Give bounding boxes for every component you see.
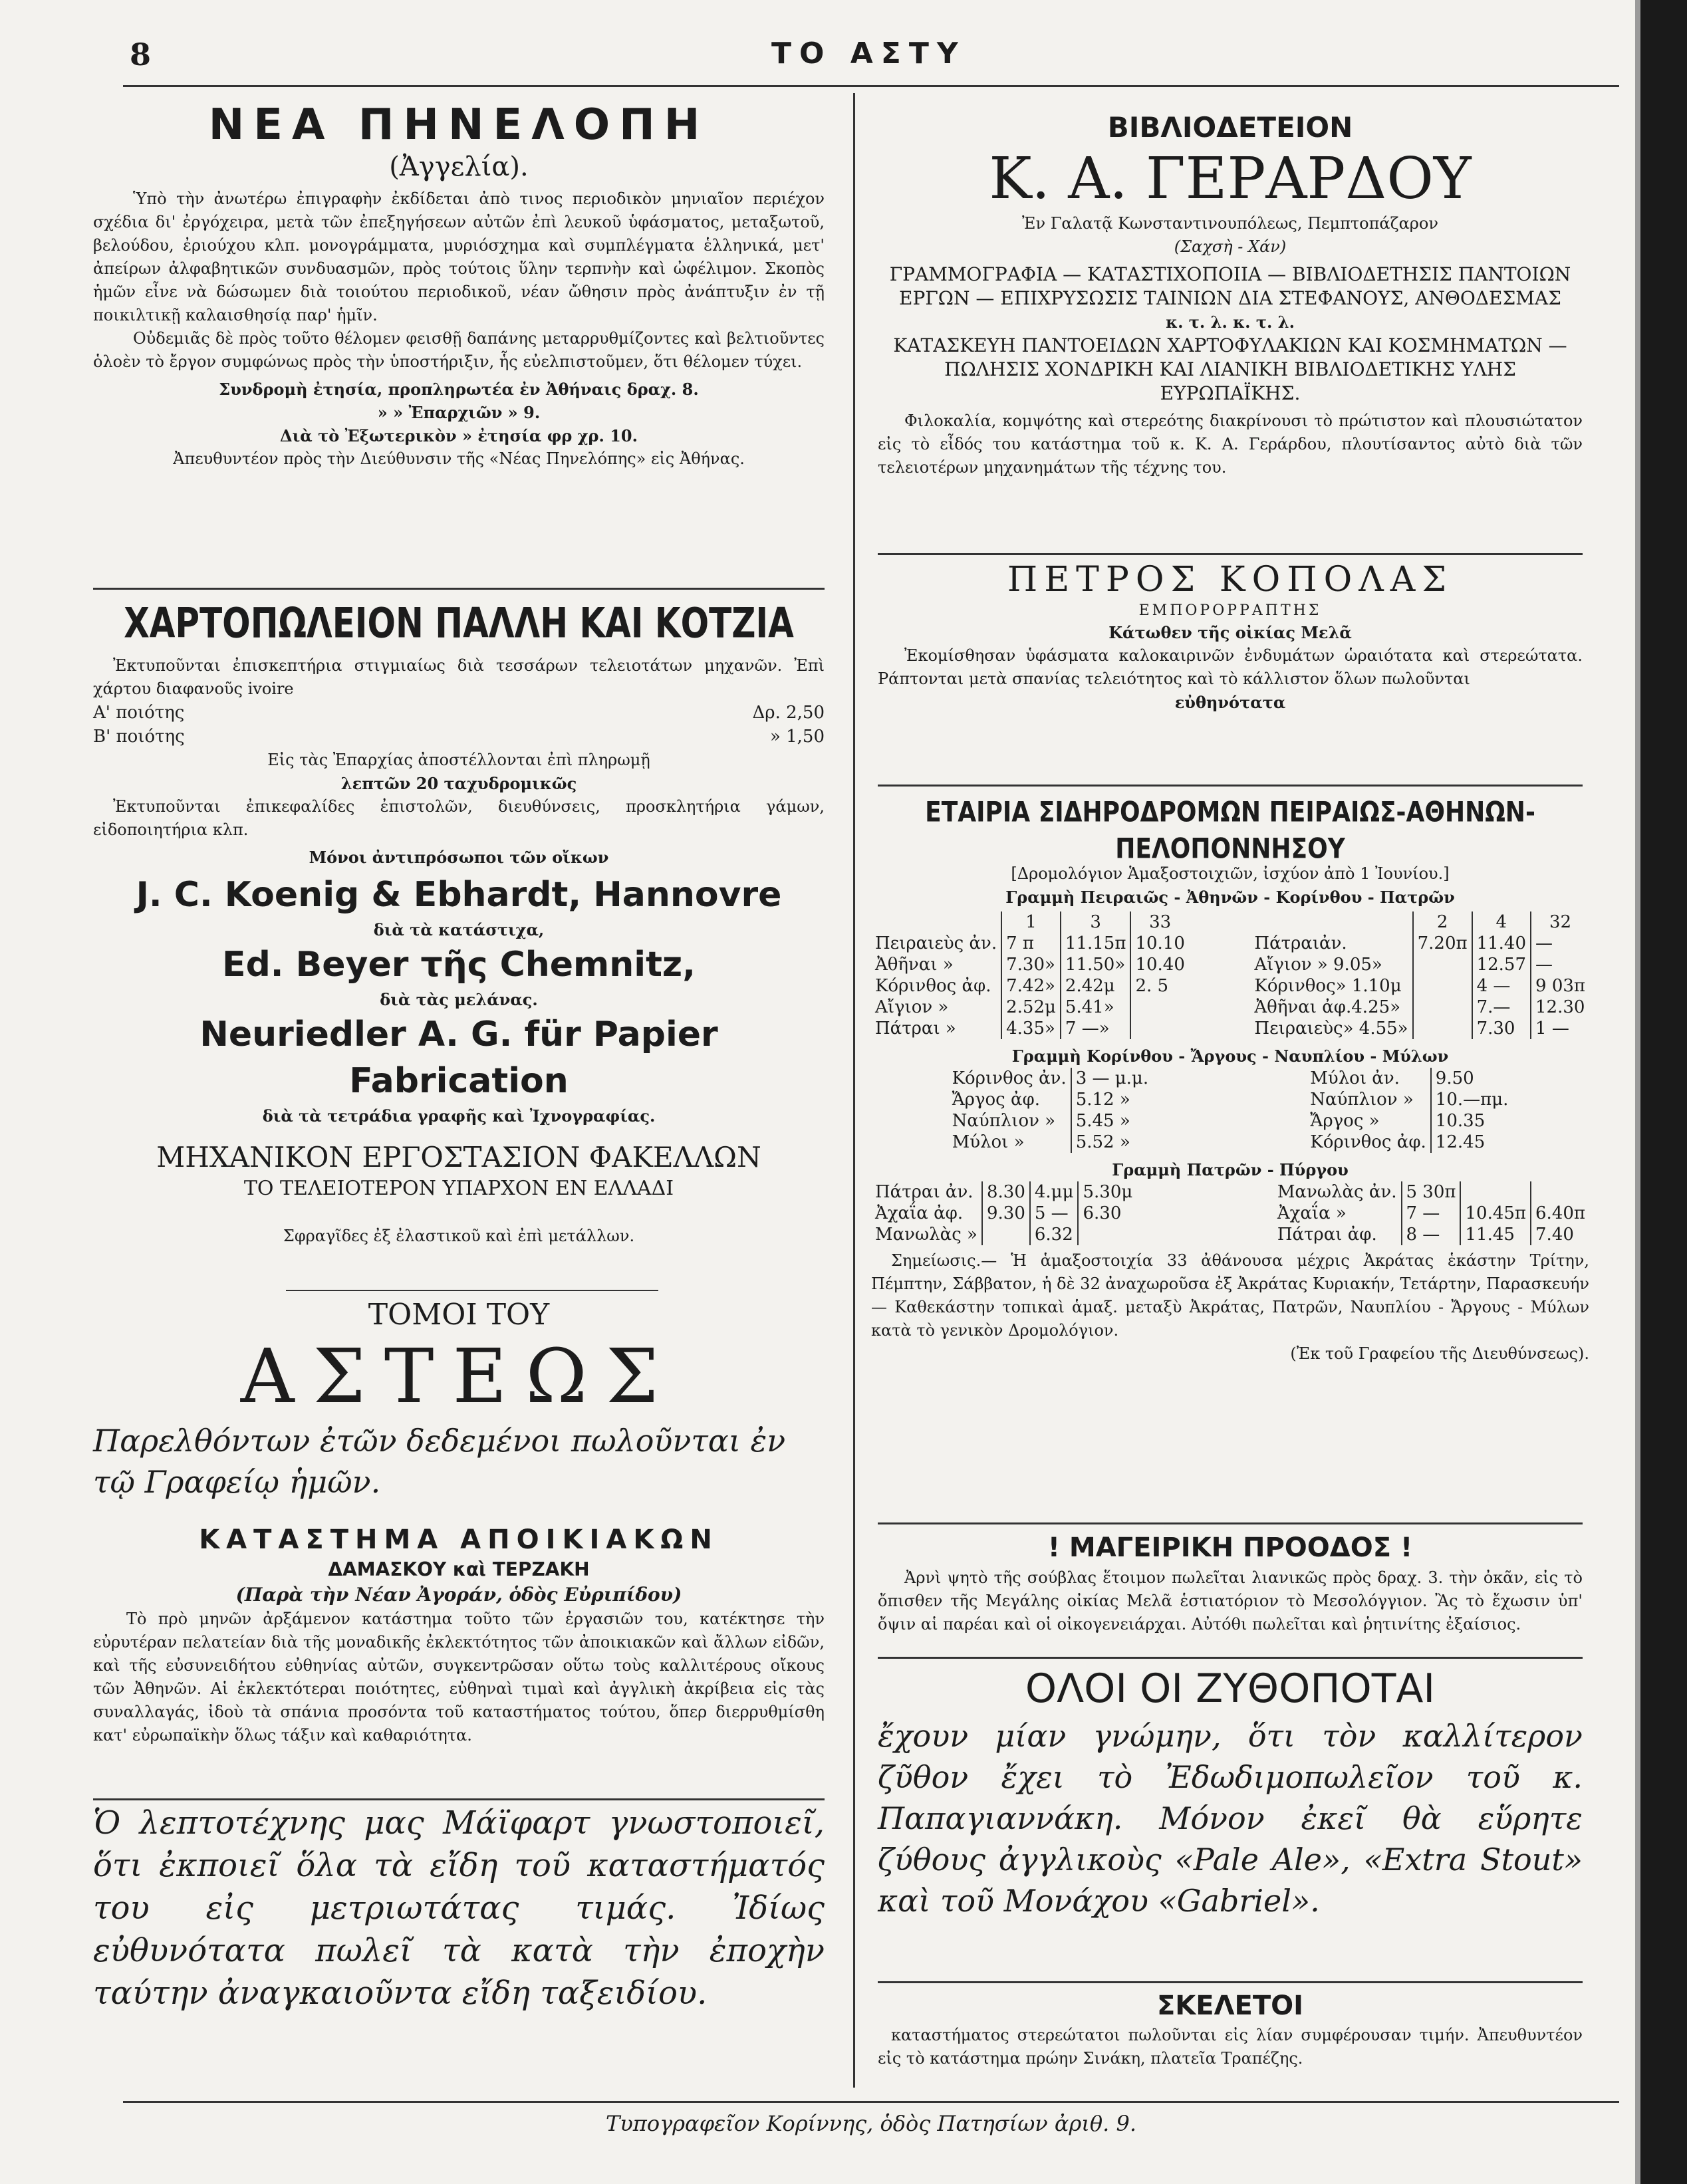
rule-4: [878, 553, 1583, 555]
line1-ret-row: [1250, 954, 1589, 975]
line2-ret-cell: Κόρινθος ἀφ.: [1310, 1132, 1426, 1152]
line1-out-cell: Ἀθῆναι »: [875, 955, 954, 975]
line1-out-cell: 10.10: [1130, 933, 1188, 954]
railway-note: Σημείωσις.— Ἡ ἁμαξοστοιχία 33 ἀθάνουσα μέχρις Ἀκράτας ἑκάστην Τρίτην, Πέμπτην, Σάββατον, ἡ δὲ 32 ἀναχωροῦσα ἐξ Ἀκράτας Κυριακήν, Τετάρτην, Παρασκευήν — Καθεκάστην τοπικαὶ ἁμαξ. μεταξὺ Ἀκράτας, Πατρῶν, Ναυπλίου - Ἄργους - Μύλων κατὰ τὸ γενικὸν Δρομολόγιον.: [871, 1251, 1589, 1340]
line1-out-cell: 10.40: [1130, 954, 1188, 975]
colonial-body: Τὸ πρὸ μηνῶν ἀρξάμενον κατάστημα τοῦτο τῶν ἐργασιῶν του, κατέκτησε τὴν εὐρυτέραν πελατείαν διὰ τῆς μοναδικῆς ἐκλεκτότητος τῶν ἀποικιακῶν καὶ ἄλλων εἰδῶν, καὶ τῆς εὐσυνειδήτου εὐθηνίας αὐτῶν, συγκεντρῶσαν οὕτω τοὺς καλλιτέρους οἴκους τῶν Ἀθηνῶν. Αἱ ἐκλεκτότεραι ποιότητες, εὐθηναὶ τιμαὶ καὶ ἀγγλικὴ ἀκρίβεια εἰς τὰς συναλλαγάς, ἰδοὺ τὰ σπάνια προσόντα τοῦ καταστήματος τούτου, ὅπερ διερρυθμίσθη κατ' εὐρωπαϊκὴν ὅλως τάξιν καὶ καθαριότητα.: [93, 1610, 825, 1745]
line1-ret-row: [1250, 997, 1589, 1018]
penelope-subtitle: (Ἀγγελία).: [389, 152, 529, 182]
line2-ret-cell: Ναύπλιον »: [1310, 1090, 1414, 1110]
line3-ret-cell: [1531, 1181, 1589, 1203]
line1-ret-cell: 11.40: [1472, 933, 1531, 954]
line3-out-cell: Πάτραι ἀν.: [875, 1182, 973, 1202]
seals-note: Σφραγῖδες ἐξ ἐλαστικοῦ καὶ ἐπὶ μετάλλων.: [283, 1227, 635, 1245]
railway-line2-title: Γραμμὴ Κορίνθου - Ἄργους - Ναυπλίου - Μύλων: [1011, 1046, 1449, 1066]
line3-out-cell: 5.30μ: [1078, 1181, 1136, 1203]
rule-3: [93, 1798, 825, 1800]
beer-body: ἔχουν μίαν γνώμην, ὅτι τὸν καλλίτερον ζῦθον ἔχει τὸ Ἐδωδιμοπωλεῖον τοῦ κ. Παπαγιαννάκη. Μόνον ἐκεῖ θὰ εὕρητε ζύθους ἀγγλικοὺς «Pale Ale», «Extra Stout» καὶ τοῦ Μονάχου «Gabriel».: [878, 1718, 1583, 1919]
skeletons-title: ΣΚΕΛΕΤΟΙ: [1156, 1991, 1304, 2021]
ad-tomes: [93, 1296, 825, 1503]
line1-out-cell: 11.50»: [1061, 954, 1131, 975]
line3-out-cell: 9.30: [982, 1203, 1030, 1224]
penelope-body-2: Οὐδεμιᾶς δὲ πρὸς τοῦτο θέλομεν φεισθῇ δαπάνης μεταρρυθμίζοντες καὶ βελτιοῦντες ὁλοὲν τὸ ἔργον συμφώνως πρὸς τὴν ὑποστήριξιν, ἧς εὐελπιστοῦμεν, ὅτι θέλομεν τύχει.: [93, 329, 825, 371]
bindery-location: Ἐν Γαλατᾷ Κωνσταντινουπόλεως, Πεμπτοπάζαρον: [1022, 214, 1438, 233]
line1-ret-cell: 7.—: [1472, 997, 1531, 1018]
line1-out-row: [871, 933, 1189, 954]
provinces-note: Εἰς τὰς Ἐπαρχίας ἀποστέλλονται ἐπὶ πληρωμῇ: [267, 751, 650, 769]
ad-colonial-store: [93, 1522, 825, 1747]
line2-out-cell: 5.52 »: [1071, 1132, 1152, 1153]
railway-note-source: (Ἐκ τοῦ Γραφείου τῆς Διευθύνσεως).: [1290, 1344, 1589, 1363]
line1-out-cell: 7 π: [1001, 933, 1061, 954]
line2-out-cell: 5.45 »: [1071, 1110, 1152, 1132]
paper-intro: Ἐκτυποῦνται ἐπισκεπτήρια στιγμιαίως διὰ τεσσάρων τελειοτάτων μηχανῶν. Ἐπὶ χάρτου διαφανοῦς ivoire: [93, 656, 825, 698]
line3-out-cell: [982, 1224, 1030, 1245]
paper-shop-title: ΧΑΡΤΟΠΩΛΕΙΟΝ ΠΑΛΛΗ ΚΑΙ ΚΟΤΖΙΑ: [124, 598, 794, 648]
line1-out-row: [871, 1018, 1189, 1039]
line1-ret-cell: 32: [1531, 911, 1589, 933]
penelope-address: Ἀπευθυντέον πρὸς τὴν Διεύθυνσιν τῆς «Νέας Πηνελόπης» εἰς Ἀθήνας.: [173, 449, 745, 468]
line3-ret-cell: 5 30π: [1402, 1181, 1461, 1203]
line1-out-row: [871, 911, 1189, 933]
bindery-products: ΚΑΤΑΣΚΕΥΗ ΠΑΝΤΟΕΙΔΩΝ ΧΑΡΤΟΦΥΛΑΚΙΩΝ ΚΑΙ ΚΟΣΜΗΜΑΤΩΝ — ΠΩΛΗΣΙΣ ΧΟΝΔΡΙΚΗ ΚΑΙ ΛΙΑΝΙΚΗ ΒΙΒΛΙΟΔΕΤΙΚΗΣ ΥΛΗΣ ΕΥΡΩΠΑΪΚΗΣ.: [893, 334, 1567, 404]
line3-out-row: [871, 1203, 1136, 1224]
line1-out-cell: Αἴγιον »: [875, 997, 949, 1017]
line1-ret-cell: 4 —: [1472, 975, 1531, 997]
beer-title: ΟΛΟΙ ΟΙ ΖΥΘΟΠΟΤΑΙ: [1025, 1665, 1436, 1712]
ad-kopolas: [878, 558, 1583, 714]
scan-edge-shadow: [1635, 0, 1640, 2184]
firm-koenig: J. C. Koenig & Ebhardt, Hannovre: [136, 875, 782, 915]
tomes-text: Παρελθόντων ἐτῶν δεδεμένοι πωλοῦνται ἐν τῷ Γραφείῳ ἡμῶν.: [93, 1423, 786, 1500]
cooking-body: Ἀρνὶ ψητὸ τῆς σούβλας ἕτοιμον πωλεῖται λιανικῶς πρὸς δραχ. 3. τὴν ὀκᾶν, εἰς τὸ ὄπισθεν τῆς Μεγάλης οἰκίας Μελᾶ ἑστιατόριον τὸ Μεσολόγγιον. Ἂς τὸ ἔχωσιν ὑπ' ὄψιν αἱ παρέαι καὶ οἱ οἰκογενειάρχαι. Αὐτόθι πωλεῖται καὶ ῥητινίτης ἐξαίσιος.: [878, 1568, 1583, 1634]
rule-5: [878, 785, 1583, 787]
bindery-body: Φιλοκαλία, κομψότης καὶ στερεότης διακρίνουσι τὸ πρώτιστον καὶ πλουσιώτατον εἰς τὸ εἶδός του κατάστημα τοῦ κ. Κ. Α. Γεράρδου, πλουτίσαντος αὐτὸ διὰ τῶν τελειοτέρων μηχανημάτων τῆς τέχνης του.: [878, 412, 1583, 477]
footer-rule: [123, 2101, 1619, 2103]
railway-line3-title: Γραμμὴ Πατρῶν - Πύργου: [1112, 1160, 1349, 1179]
ad-skeletons: [878, 1988, 1583, 2070]
representatives-label: Μόνοι ἀντιπρόσωποι τῶν οἴκων: [309, 848, 609, 867]
line3-out-cell: 8.30: [982, 1181, 1030, 1203]
line2-out-cell: Ναύπλιον »: [952, 1111, 1056, 1131]
line1-out-cell: 3: [1061, 911, 1131, 933]
line1-out-cell: Πειραιεὺς ἀν.: [875, 933, 997, 953]
line3-ret-row: [1273, 1203, 1589, 1224]
bindery-label: ΒΙΒΛΙΟΔΕΤΕΙΟΝ: [1107, 111, 1353, 144]
railway-title: ΕΤΑΙΡΙΑ ΣΙΔΗΡΟΔΡΟΜΩΝ ΠΕΙΡΑΙΩΣ-ΑΘΗΝΩΝ-ΠΕΛΟΠΟΝΝΗΣΟΥ: [925, 796, 1535, 865]
bindery-services: ΓΡΑΜΜΟΓΡΑΦΙΑ — ΚΑΤΑΣΤΙΧΟΠΟΙΙΑ — ΒΙΒΛΙΟΔΕΤΗΣΙΣ ΠΑΝΤΟΙΩΝ ΕΡΓΩΝ — ΕΠΙΧΡΥΣΩΣΙΣ ΤΑΙΝΙΩΝ ΔΙΑ ΣΤΕΦΑΝΟΥΣ, ΑΝΘΟΔΕΣΜΑΣ: [889, 263, 1571, 309]
line1-out-cell: 11.15π: [1061, 933, 1131, 954]
ad-paper-shop: [93, 593, 825, 1248]
quality-b-price: » 1,50: [769, 727, 825, 747]
line3-ret-cell: [1460, 1181, 1531, 1203]
line1-ret-row: [1250, 1018, 1589, 1039]
bindery-etc: κ. τ. λ. κ. τ. λ.: [1166, 312, 1295, 332]
line1-ret-cell: Κόρινθος» 1.10μ: [1254, 976, 1402, 996]
kopolas-location: Κάτωθεν τῆς οἰκίας Μελᾶ: [1108, 623, 1352, 642]
quality-a-label: Α' ποιότης: [93, 703, 185, 723]
line1-ret-cell: 9 03π: [1531, 975, 1589, 997]
column-divider: [853, 93, 855, 2088]
line1-ret-cell: [1413, 1018, 1472, 1039]
quality-row-a: [93, 701, 825, 725]
line3-out-cell: Ἀχαΐα ἀφ.: [875, 1203, 964, 1223]
line2-out-row: [948, 1132, 1153, 1153]
ad-railway: [871, 794, 1589, 1366]
ad-beer: [878, 1662, 1583, 1921]
bindery-location-2: (Σαχσὴ - Χάν): [1174, 237, 1287, 256]
line1-out-cell: 4.35»: [1001, 1018, 1061, 1039]
ad-maifart: [93, 1802, 825, 2014]
penelope-title: ΝΕΑ ΠΗΝΕΛΟΠΗ: [208, 100, 710, 150]
line1-out-cell: 2. 5: [1130, 975, 1188, 997]
line2-out-cell: Μύλοι »: [952, 1132, 1025, 1152]
line2-out-row: [948, 1089, 1153, 1110]
railway-line2: [871, 1068, 1589, 1153]
envelope-factory: ΜΗΧΑΝΙΚΟΝ ΕΡΓΟΣΤΑΣΙΟΝ ΦΑΚΕΛΛΩΝ: [156, 1141, 761, 1173]
line2-ret-row: [1306, 1110, 1512, 1132]
line1-out-cell: 7.42»: [1001, 975, 1061, 997]
line3-ret-cell: 10.45π: [1460, 1203, 1531, 1224]
penelope-sub-athens: Συνδρομὴ ἐτησία, προπληρωτέα ἐν Ἀθήναις δραχ. 8.: [219, 380, 699, 399]
line1-ret-cell: Αἴγιον » 9.05»: [1254, 955, 1382, 975]
line2-ret-cell: 10.35: [1431, 1110, 1513, 1132]
line1-ret-cell: Πειραιεὺς» 4.55»: [1254, 1019, 1408, 1038]
line2-ret-cell: Ἄργος »: [1310, 1111, 1380, 1131]
line3-ret-cell: 7 —: [1402, 1203, 1461, 1224]
line3-ret-cell: Μανωλὰς ἀν.: [1277, 1182, 1397, 1202]
firm-neuriedler-note: διὰ τὰ τετράδια γραφῆς καὶ Ἰχνογραφίας.: [262, 1106, 656, 1126]
line1-out-cell: 7 —»: [1061, 1018, 1131, 1039]
line1-out-row: [871, 975, 1189, 997]
line1-out-cell: 33: [1130, 911, 1188, 933]
ad-cooking: [878, 1529, 1583, 1636]
firm-beyer-note: διὰ τὰς μελάνας.: [380, 990, 538, 1009]
cooking-title: ! ΜΑΓΕΙΡΙΚΗ ΠΡΟΟΔΟΣ !: [1047, 1532, 1413, 1563]
line1-out-cell: Κόρινθος ἀφ.: [875, 976, 991, 996]
line3-table-outbound: [871, 1181, 1136, 1245]
line1-out-cell: 1: [1001, 911, 1061, 933]
tomes-big: ΑΣΤΕΩΣ: [240, 1334, 678, 1420]
kopolas-tail: εὐθηνότατα: [1174, 693, 1286, 712]
railway-line1-title: Γραμμὴ Πειραιῶς - Ἀθηνῶν - Κορίνθου - Πατρῶν: [1005, 888, 1455, 907]
ad-bindery: [878, 110, 1583, 479]
rule-8: [878, 1981, 1583, 1983]
provinces-postage: λεπτῶν 20 ταχυδρομικῶς: [340, 774, 577, 793]
line1-ret-cell: —: [1531, 933, 1589, 954]
line3-ret-row: [1273, 1224, 1589, 1245]
line1-ret-cell: —: [1531, 954, 1589, 975]
penelope-sub-provinces: » » Ἐπαρχιῶν » 9.: [377, 403, 541, 422]
line1-ret-cell: [1413, 997, 1472, 1018]
line2-table-return: [1306, 1068, 1512, 1153]
printing-note: Ἐκτυποῦνται ἐπικεφαλίδες ἐπιστολῶν, διευθύνσεις, προσκλητήρια γάμων, εἰδοποιητήρια κλπ.: [93, 797, 825, 839]
newspaper-title: ΤΟ ΑΣΤΥ: [771, 37, 966, 70]
line2-ret-cell: Μύλοι ἀν.: [1310, 1068, 1400, 1088]
firm-koenig-note: διὰ τὰ κατάστιχα,: [373, 920, 545, 939]
line1-out-cell: 7.30»: [1001, 954, 1061, 975]
line3-out-cell: 5 —: [1030, 1203, 1079, 1224]
line1-ret-cell: 12.30: [1531, 997, 1589, 1018]
footer-imprint: Τυπογραφεῖον Κορίννης, ὁδὸς Πατησίων ἀριθ. 9.: [605, 2111, 1137, 2136]
line1-out-row: [871, 954, 1189, 975]
line2-ret-row: [1306, 1132, 1512, 1153]
kopolas-body: Ἐκομίσθησαν ὑφάσματα καλοκαιρινῶν ἐνδυμάτων ὡραιότατα καὶ στερεώτατα. Ράπτονται μετὰ σπανίας τελειότητος καὶ τὸ κάλλιστον ὅλων πωλοῦνται: [878, 646, 1583, 688]
line1-ret-cell: [1413, 954, 1472, 975]
line3-out-cell: 4.μμ: [1030, 1181, 1079, 1203]
line2-out-row: [948, 1110, 1153, 1132]
ad-penelope: [93, 100, 825, 471]
penelope-body: Ὑπὸ τὴν ἀνωτέρω ἐπιγραφὴν ἐκδίδεται ἀπὸ τινος περιοδικὸν μηνιαῖον περιέχον σχέδια δι' ἐργόχειρα, μετὰ τῶν ἐπεξηγήσεων αὐτῶν ἐπὶ λευκοῦ ὑφάσματος, μεταξωτοῦ, βελούδου, ἐριούχου κλπ. μονογράμματα, μυριόσχημα καὶ συμπλέγματα ἑλληνικά, μετ' ἀπείρων ἀλφαβητικῶν συνδυασμῶν, πρὸς τούτοις ὕλην τερπνὴν καὶ ὠφέλιμον. Σκοπὸς ἡμῶν εἶνε νὰ δώσωμεν διὰ τοιούτου περιοδικοῦ, νέαν ὤθησιν πρὸς ἀνάπτυξιν ἐν τῇ ποικιλτικῇ καλαισθησίᾳ παρ' ἡμῖν.: [93, 189, 825, 324]
line1-ret-row: [1250, 911, 1589, 933]
line1-ret-cell: Πάτραιἀν.: [1254, 933, 1347, 953]
line3-ret-cell: 6.40π: [1531, 1203, 1589, 1224]
line1-ret-cell: 7.30: [1472, 1018, 1531, 1039]
line2-out-row: [948, 1068, 1153, 1089]
line3-ret-cell: Ἀχαΐα »: [1277, 1203, 1347, 1223]
line3-ret-cell: 7.40: [1531, 1224, 1589, 1245]
line1-out-row: [871, 997, 1189, 1018]
header-rule: [123, 85, 1619, 87]
line3-ret-cell: Πάτραι ἀφ.: [1277, 1225, 1377, 1245]
line1-out-cell: [1130, 1018, 1188, 1039]
line2-ret-cell: 10.—πμ.: [1431, 1089, 1513, 1110]
tomes-title: ΤΟΜΟΙ ΤΟΥ: [368, 1298, 550, 1332]
quality-a-price: Δρ. 2,50: [752, 703, 825, 723]
line3-table-return: [1273, 1181, 1589, 1245]
skeletons-body: καταστήματος στερεώτατοι πωλοῦνται εἰς λίαν συμφέρουσαν τιμήν. Ἀπευθυντέον εἰς τὸ κατάστημα πρώην Σινάκη, πλατεῖα Τραπέζης.: [878, 2026, 1583, 2068]
line2-ret-cell: 9.50: [1431, 1068, 1513, 1089]
kopolas-trade: ΕΜΠΟΡΟΡΡΑΠΤΗΣ: [1138, 602, 1322, 619]
line3-out-row: [871, 1224, 1136, 1245]
line3-out-cell: 6.30: [1078, 1203, 1136, 1224]
page-number: 8: [130, 37, 152, 72]
railway-line1: [871, 911, 1589, 1039]
rule-7: [878, 1657, 1583, 1659]
colonial-title: ΚΑΤΑΣΤΗΜΑ ΑΠΟΙΚΙΑΚΩΝ: [199, 1524, 719, 1555]
envelope-factory-sub: ΤΟ ΤΕΛΕΙΟΤΕΡΟΝ ΥΠΑΡΧΟΝ ΕΝ ΕΛΛΑΔΙ: [243, 1177, 674, 1200]
firm-beyer: Ed. Beyer τῆς Chemnitz,: [222, 945, 696, 985]
line2-out-cell: 5.12 »: [1071, 1089, 1152, 1110]
line1-out-cell: [1130, 997, 1188, 1018]
colonial-address: (Παρὰ τὴν Νέαν Ἀγοράν, ὁδὸς Εὐριπίδου): [235, 1584, 682, 1606]
line3-out-cell: [1078, 1224, 1136, 1245]
line3-ret-cell: 11.45: [1460, 1224, 1531, 1245]
quality-b-label: Β' ποιότης: [93, 727, 185, 747]
line2-out-cell: Κόρινθος ἀν.: [952, 1068, 1067, 1088]
line3-ret-row: [1273, 1181, 1589, 1203]
rule-1: [93, 588, 825, 590]
colonial-sub: ΔΑΜΑΣΚΟΥ καὶ ΤΕΡΖΑΚΗ: [328, 1558, 590, 1580]
line3-out-row: [871, 1181, 1136, 1203]
penelope-sub-abroad: Διὰ τὸ Ἐξωτερικὸν » ἐτησία φρ χρ. 10.: [280, 426, 638, 445]
line1-table-outbound: [871, 911, 1189, 1039]
rule-2: [286, 1290, 658, 1291]
line1-ret-row: [1250, 933, 1589, 954]
line2-ret-row: [1306, 1089, 1512, 1110]
line1-out-cell: 2.52μ: [1001, 997, 1061, 1018]
rule-6: [878, 1522, 1583, 1524]
line2-ret-row: [1306, 1068, 1512, 1089]
line2-ret-cell: 12.45: [1431, 1132, 1513, 1153]
maifart-text: Ὁ λεπτοτέχνης μας Μάϊφαρτ γνωστοποιεῖ, ὅτι ἐκποιεῖ ὅλα τὰ εἴδη τοῦ καταστήματός του εἰς μετριωτάτας τιμάς. Ἰδίως εὐθυνότατα πωλεῖ τὰ κατὰ τὴν ἐποχὴν ταύτην ἀναγκαιοῦντα εἴδη ταξειδίου.: [93, 1804, 825, 2012]
line1-ret-cell: 4: [1472, 911, 1531, 933]
railway-line3: [871, 1181, 1589, 1245]
kopolas-name: ΠΕΤΡΟΣ ΚΟΠΟΛΑΣ: [1007, 560, 1454, 600]
scan-edge: [1640, 0, 1687, 2184]
line1-ret-cell: [1250, 911, 1412, 933]
line1-ret-cell: 2: [1413, 911, 1472, 933]
line3-ret-cell: 8 —: [1402, 1224, 1461, 1245]
quality-row-b: [93, 725, 825, 749]
line1-ret-cell: [1413, 975, 1472, 997]
line2-table-outbound: [948, 1068, 1153, 1153]
line1-ret-cell: 7.20π: [1413, 933, 1472, 954]
line1-ret-cell: Ἀθῆναι ἀφ.4.25»: [1254, 997, 1401, 1017]
line1-out-cell: Πάτραι »: [875, 1019, 956, 1038]
bindery-name: Κ. Α. ΓΕΡΑΡΔΟΥ: [989, 146, 1472, 212]
line1-out-cell: 5.41»: [1061, 997, 1131, 1018]
line1-out-cell: 2.42μ: [1061, 975, 1131, 997]
line1-ret-row: [1250, 975, 1589, 997]
firm-neuriedler: Neuriedler A. G. für Papier Fabrication: [199, 1015, 718, 1101]
line1-ret-cell: 1 —: [1531, 1018, 1589, 1039]
line1-out-cell: [871, 911, 1001, 933]
line3-out-cell: Μανωλὰς »: [875, 1225, 977, 1245]
line1-table-return: [1250, 911, 1589, 1039]
line2-out-cell: 3 — μ.μ.: [1071, 1068, 1152, 1089]
line1-ret-cell: 12.57: [1472, 954, 1531, 975]
line3-out-cell: 6.32: [1030, 1224, 1079, 1245]
line2-out-cell: Ἄργος ἀφ.: [952, 1090, 1040, 1110]
railway-subtitle: [Δρομολόγιον Ἁμαξοστοιχιῶν, ἰσχύον ἀπὸ 1 Ἰουνίου.]: [1011, 864, 1450, 883]
